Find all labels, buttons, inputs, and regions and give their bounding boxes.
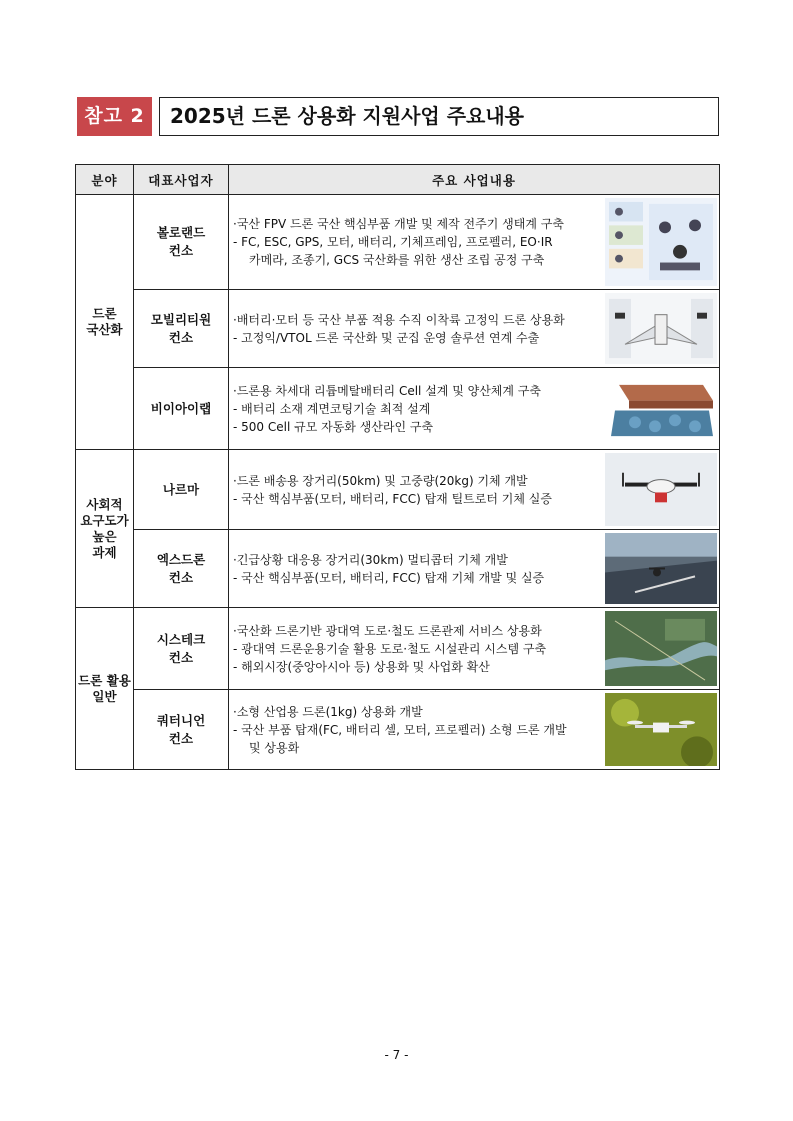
content-line: - 국산 핵심부품(모터, 배터리, FCC) 탑재 기체 개발 및 실증 <box>233 570 545 585</box>
content-line: - 배터리 소재 계면코팅기술 최적 설계 <box>233 401 431 416</box>
table-row <box>76 290 720 368</box>
multicopter-image <box>605 533 717 604</box>
drone-parts-collage-image <box>605 198 717 286</box>
content-line: - 고정익/VTOL 드론 국산화 및 군집 운영 솔루션 연계 수출 <box>233 330 540 345</box>
content-cell <box>229 690 720 770</box>
category-cell <box>76 608 134 770</box>
content-line: - 국산 부품 탑재(FC, 배터리 셀, 모터, 프로펠러) 소형 드론 개발 <box>233 722 567 737</box>
content-line: - 광대역 드론운용기술 활용 도로·철도 시설관리 시스템 구축 <box>233 641 547 656</box>
table-row <box>76 368 720 450</box>
header-organization: 대표사업자 <box>134 165 229 195</box>
organization-label: 시스테크 컨소 <box>156 631 206 665</box>
organization-cell <box>134 608 229 690</box>
category-label: 드론 국산화 <box>86 306 123 337</box>
battery-cell-image <box>605 371 717 446</box>
tiltrotor-drone-image <box>605 453 717 526</box>
content-line: ·국산 FPV 드론 국산 핵심부품 개발 및 제작 전주기 생태계 구축 <box>233 217 564 231</box>
content-cell <box>229 450 720 530</box>
content-cell <box>229 608 720 690</box>
content-line: - 해외시장(중앙아시아 등) 상용화 및 사업화 확산 <box>233 659 490 674</box>
organization-label: 모빌리티원 컨소 <box>150 311 212 345</box>
reference-badge: 참고 2 <box>77 97 152 136</box>
content-line: ·드론용 차세대 리튬메탈배터리 Cell 설계 및 양산체계 구축 <box>233 383 541 398</box>
organization-label: 엑스드론 컨소 <box>156 551 206 585</box>
table-row <box>76 530 720 608</box>
vtol-drone-image <box>605 293 717 364</box>
page-title: 2025년 드론 상용화 지원사업 주요내용 <box>159 97 719 136</box>
content-line: ·배터리·모터 등 국산 부품 적용 수직 이착륙 고정익 드론 상용화 <box>233 312 565 327</box>
content-line: ·긴급상황 대응용 장거리(30km) 멀티콥터 기체 개발 <box>233 552 508 567</box>
content-line: ·드론 배송용 장거리(50km) 및 고중량(20kg) 기체 개발 <box>233 473 528 488</box>
organization-cell <box>134 368 229 450</box>
organization-label: 볼로랜드 컨소 <box>156 225 206 258</box>
category-cell <box>76 195 134 450</box>
content-line: ·소형 산업용 드론(1kg) 상용화 개발 <box>233 704 423 719</box>
table-row <box>76 690 720 770</box>
content-cell <box>229 368 720 450</box>
organization-cell <box>134 195 229 290</box>
content-cell <box>229 195 720 290</box>
content-line: 카메라, 조종기, GCS 국산화를 위한 생산 조립 공정 구축 <box>249 253 545 267</box>
aerial-map-image <box>605 611 717 686</box>
projects-table <box>75 164 720 770</box>
small-drone-image <box>605 693 717 766</box>
organization-cell <box>134 530 229 608</box>
table-row <box>76 195 720 290</box>
organization-cell <box>134 690 229 770</box>
section-header <box>77 97 719 136</box>
category-label: 드론 활용 일반 <box>78 672 131 704</box>
category-cell <box>76 450 134 608</box>
table-header-row <box>76 165 720 195</box>
content-line: - 국산 핵심부품(모터, 배터리, FCC) 탑재 틸트로터 기체 실증 <box>233 491 552 506</box>
organization-label: 나르마 <box>162 481 200 497</box>
content-line: 및 상용화 <box>249 740 300 755</box>
header-field: 분야 <box>76 165 134 195</box>
organization-label: 쿼터니언 컨소 <box>156 712 206 746</box>
content-cell <box>229 530 720 608</box>
organization-label: 비이아이랩 <box>150 400 212 416</box>
organization-cell <box>134 290 229 368</box>
table-row <box>76 608 720 690</box>
content-line: ·국산화 드론기반 광대역 도로·철도 드론관제 서비스 상용화 <box>233 623 542 638</box>
content-line: - FC, ESC, GPS, 모터, 배터리, 기체프레임, 프로펠러, EO·IR <box>233 235 553 249</box>
table-row <box>76 450 720 530</box>
page-number: - 7 - <box>384 1048 409 1062</box>
content-line: - 500 Cell 규모 자동화 생산라인 구축 <box>233 419 434 434</box>
organization-cell <box>134 450 229 530</box>
content-cell <box>229 290 720 368</box>
header-content: 주요 사업내용 <box>229 165 720 195</box>
category-label: 사회적 요구도가 높은 과제 <box>80 496 129 560</box>
